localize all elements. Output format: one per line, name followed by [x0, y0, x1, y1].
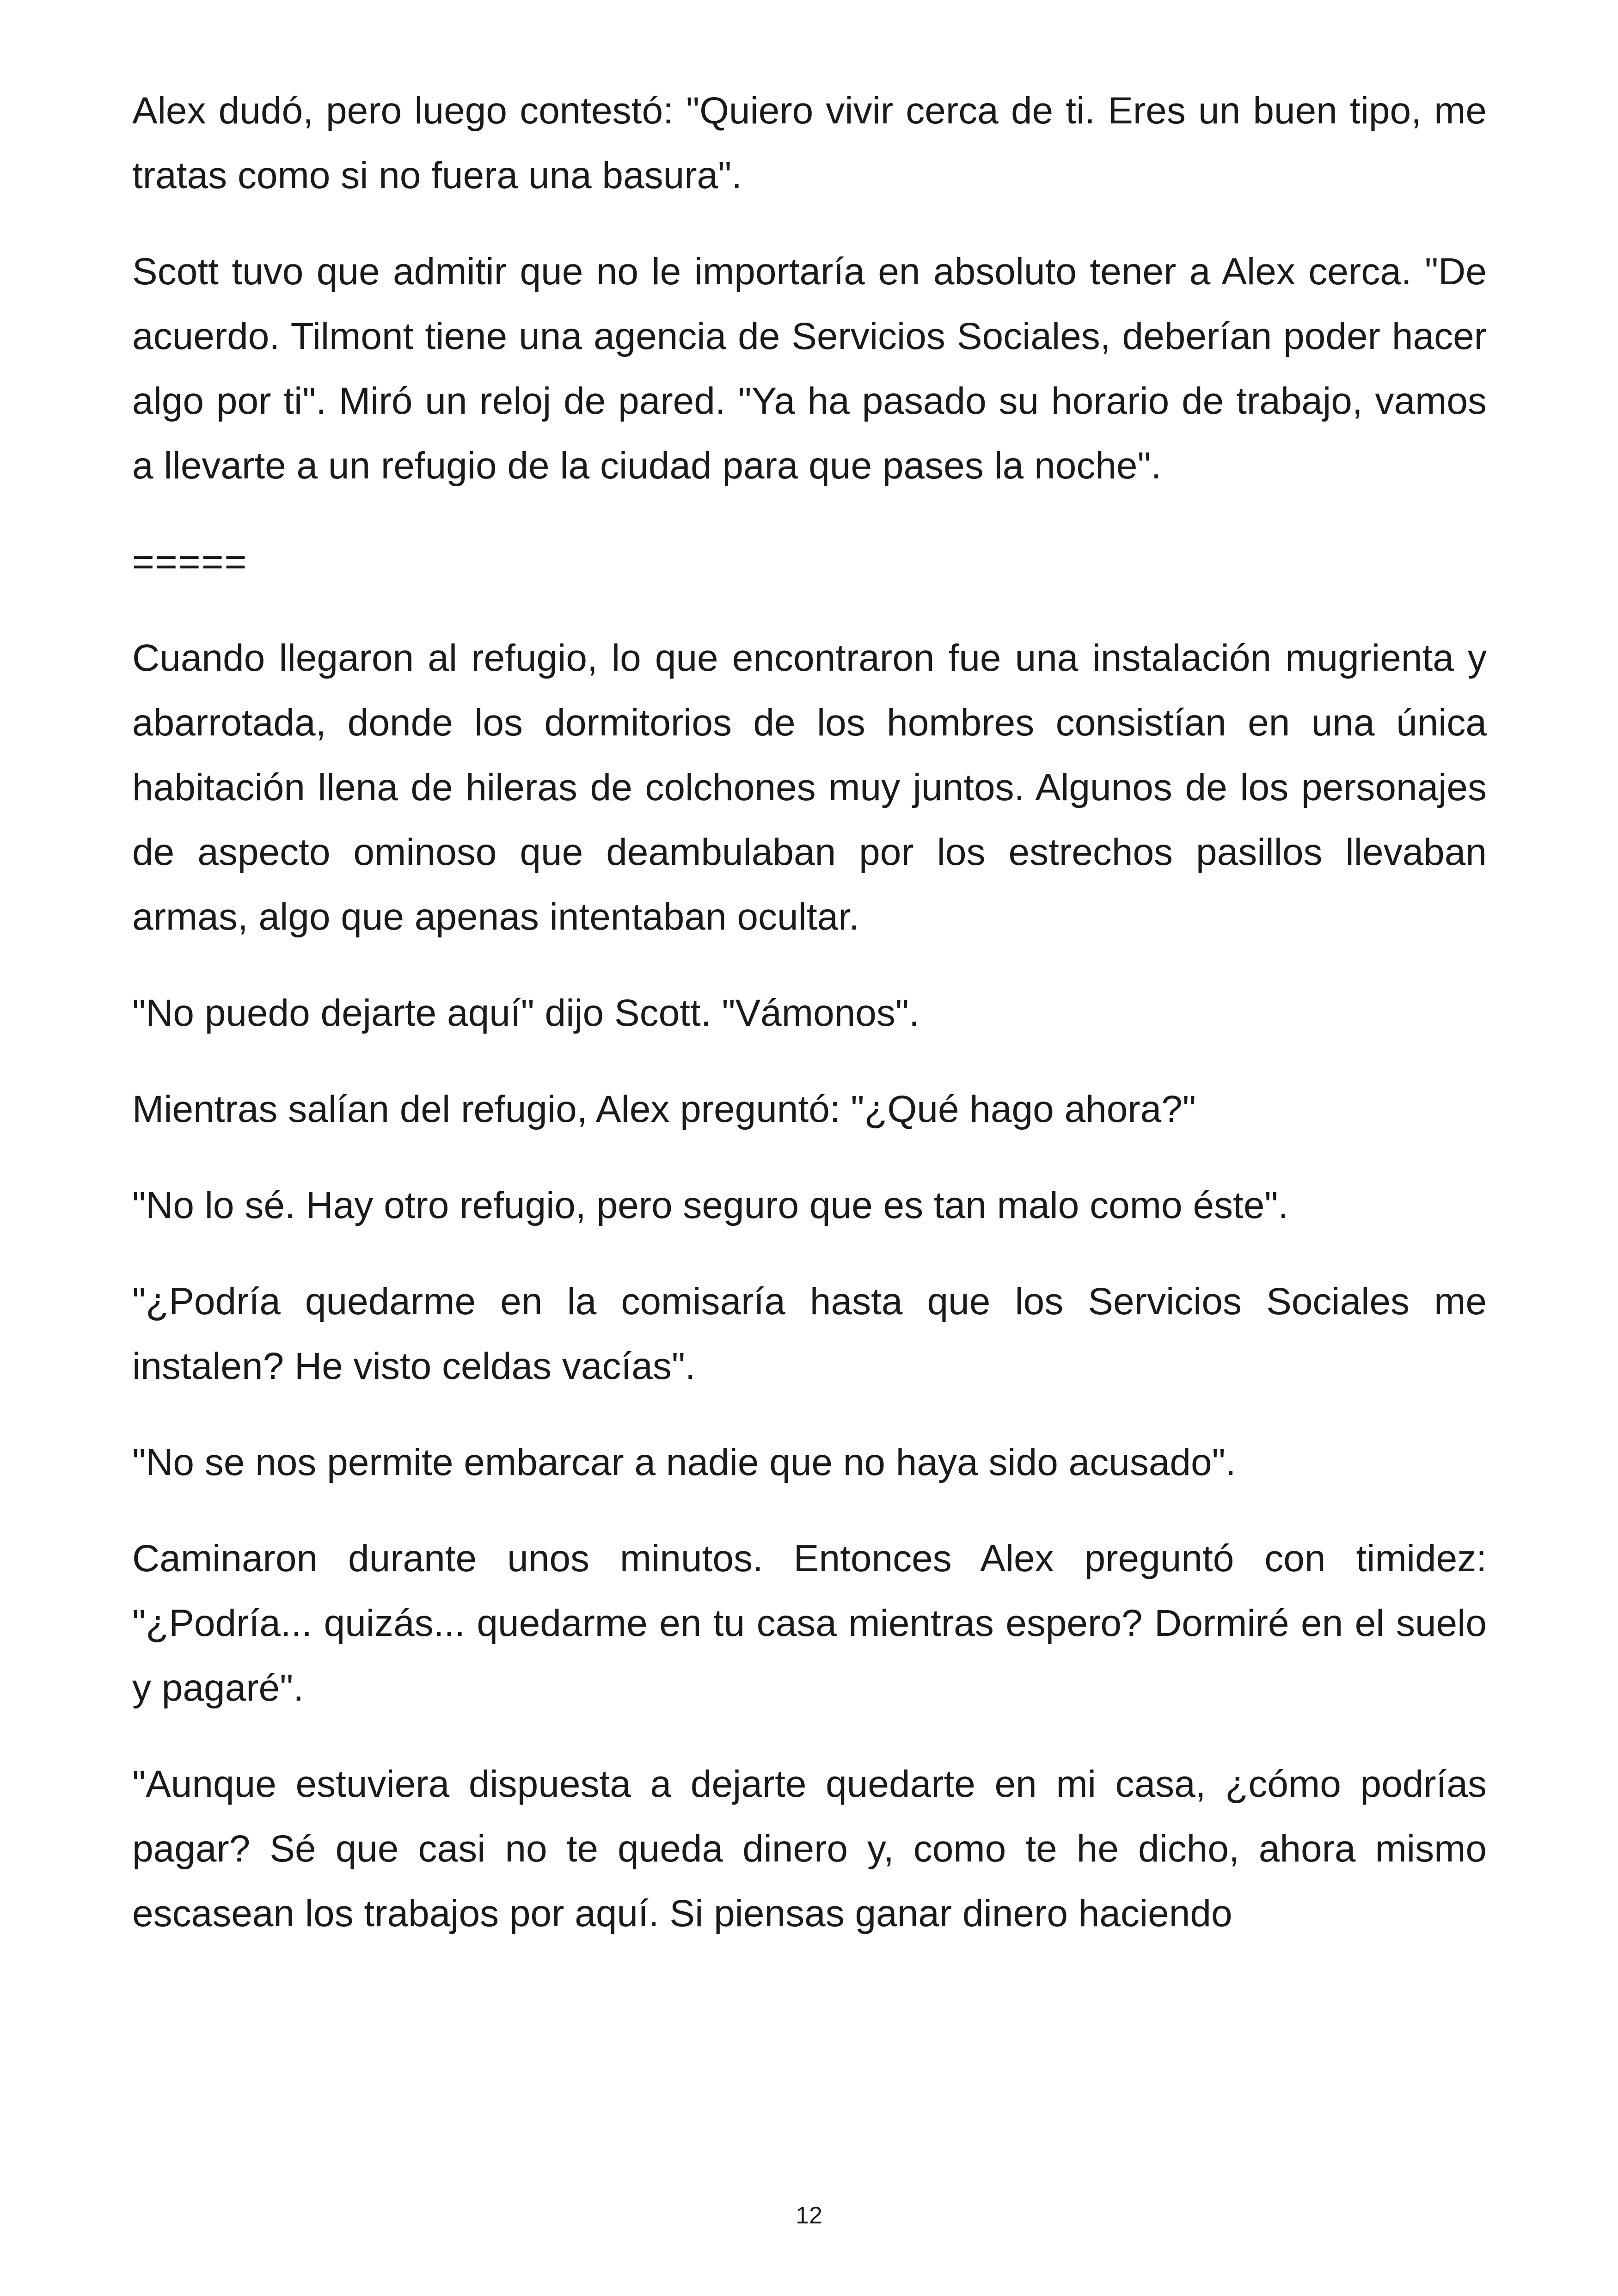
paragraph: Mientras salían del refugio, Alex preguntó: "¿Qué hago ahora?"	[132, 1088, 1196, 1130]
paragraph: Cuando llegaron al refugio, lo que encontraron fue una instalación mugrienta y abarrotada, donde los dormitorios de los hombres consistían en una única habitación llena de hileras de colchones muy juntos. Algunos de los personajes de aspecto ominoso que deambulaban por los estrechos pasillos llevaban armas, algo que apenas intentaban ocultar.	[132, 637, 1487, 938]
paragraph: "No puedo dejarte aquí" dijo Scott. "Vámonos".	[132, 992, 919, 1034]
page-number: 12	[796, 2202, 822, 2229]
paragraph: Caminaron durante unos minutos. Entonces Alex preguntó con timidez: "¿Podría... quizás... quedarme en tu casa mientras espero? Dormiré en el suelo y pagaré".	[132, 1537, 1487, 1709]
paragraph: "¿Podría quedarme en la comisaría hasta que los Servicios Sociales me instalen? He visto celdas vacías".	[132, 1280, 1487, 1387]
paragraph: "No lo sé. Hay otro refugio, pero seguro que es tan malo como éste".	[132, 1184, 1289, 1226]
body-text	[132, 79, 1487, 1978]
paragraph: Alex dudó, pero luego contestó: "Quiero vivir cerca de ti. Eres un buen tipo, me tratas como si no fuera una basura".	[132, 90, 1487, 196]
paragraph: "Aunque estuviera dispuesta a dejarte quedarte en mi casa, ¿cómo podrías pagar? Sé que casi no te queda dinero y, como te he dicho, ahora mismo escasean los trabajos por aquí. Si piensas ganar dinero haciendo	[132, 1763, 1487, 1935]
paragraph: "No se nos permite embarcar a nadie que no haya sido acusado".	[132, 1441, 1236, 1483]
scene-separator: =====	[132, 541, 248, 583]
paragraph: Scott tuvo que admitir que no le importaría en absoluto tener a Alex cerca. "De acuerdo. Tilmont tiene una agencia de Servicios Sociales, deberían poder hacer algo por ti". Miró un reloj de pared. "Ya ha pasado su horario de trabajo, vamos a llevarte a un refugio de la ciudad para que pases la noche".	[132, 251, 1487, 487]
